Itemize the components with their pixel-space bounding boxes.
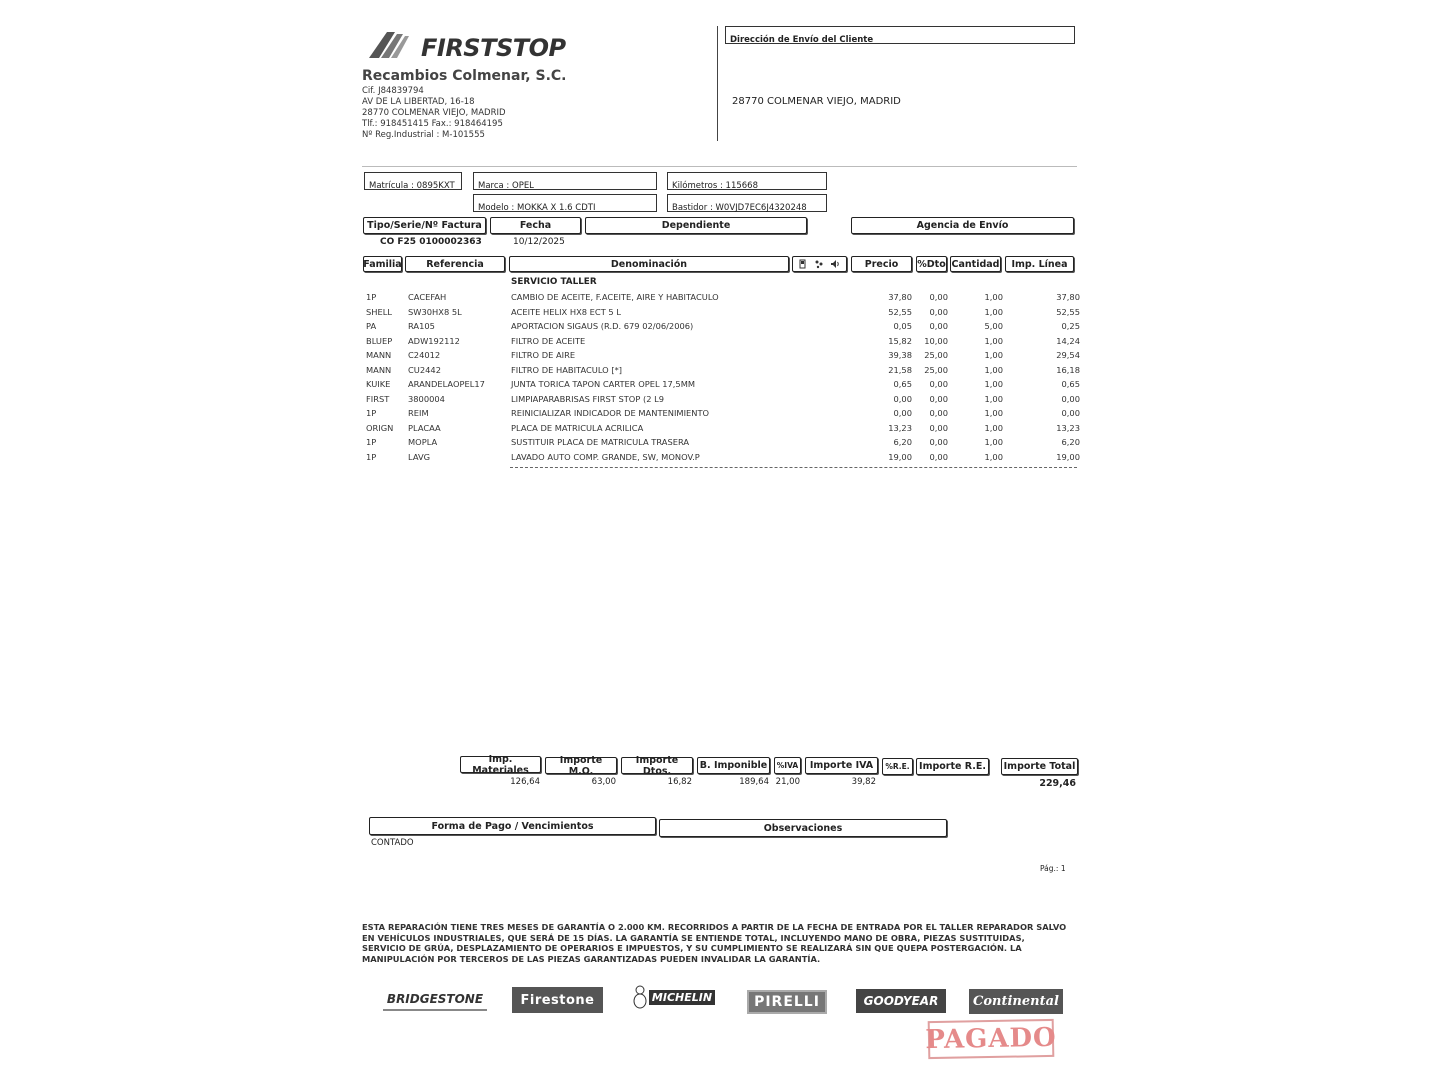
item-denominacion: FILTRO DE ACEITE — [511, 335, 586, 346]
company-cif: Cif. J84839794 — [362, 86, 424, 96]
item-referencia: C24012 — [408, 350, 441, 360]
item-referencia: LAVG — [408, 451, 431, 462]
item-precio: 52,55 — [888, 306, 912, 317]
firestone-logo — [512, 987, 603, 1013]
item-cantidad: 1,00 — [984, 451, 1003, 462]
firestone-text: Firestone — [520, 992, 595, 1008]
iva-pct-value: 21,00 — [775, 777, 800, 787]
item-dto: 10,00 — [924, 335, 948, 346]
item-denominacion: LIMPIAPARABRISAS FIRST STOP (2 L9 — [511, 393, 665, 404]
item-dto: 25,00 — [924, 364, 948, 375]
item-precio: 37,80 — [888, 292, 912, 302]
item-precio: 6,20 — [893, 437, 912, 447]
bastidor-text: Bastidor : W0VJD7EC6J4320248 — [672, 203, 807, 213]
company-address: AV DE LA LIBERTAD, 16-18 — [362, 97, 475, 107]
item-referencia: RA105 — [408, 321, 435, 331]
materiales-header: Imp. Materiales — [460, 756, 541, 773]
item-referencia: CU2442 — [408, 364, 441, 375]
item-importe: 0,00 — [1061, 393, 1080, 404]
dependiente-header: Dependiente — [585, 217, 807, 234]
item-referencia: 3800004 — [408, 393, 445, 404]
icons-header — [792, 256, 847, 272]
item-familia: ORIGN — [366, 422, 394, 433]
item-cantidad: 1,00 — [984, 306, 1003, 317]
item-importe: 13,23 — [1056, 422, 1080, 433]
item-importe: 37,80 — [1056, 292, 1080, 302]
item-dto: 0,00 — [929, 422, 948, 433]
continental-logo — [969, 989, 1063, 1014]
pirelli-logo — [747, 990, 827, 1014]
dto-header: %Dto — [916, 256, 947, 272]
matricula-field — [364, 172, 462, 190]
item-denominacion: LAVADO AUTO COMP. GRANDE, SW, MONOV.P — [511, 451, 700, 462]
tire-swoosh-icon — [365, 26, 425, 62]
mo-value: 63,00 — [591, 777, 616, 787]
item-importe: 14,24 — [1056, 335, 1080, 346]
item-importe: 52,55 — [1056, 306, 1080, 317]
item-familia: FIRST — [366, 393, 390, 404]
kilometros-text: Kilómetros : 115668 — [672, 181, 758, 191]
referencia-header: Referencia — [405, 256, 505, 272]
continental-text: Continental — [973, 994, 1059, 1009]
item-referencia: ADW192112 — [408, 335, 460, 346]
bibendum-icon — [633, 985, 647, 1009]
company-name: Recambios Colmenar, S.C. — [362, 68, 567, 84]
item-precio: 13,23 — [888, 422, 912, 433]
iva-value: 39,82 — [851, 777, 876, 787]
item-referencia: ARANDELAOPEL17 — [408, 379, 485, 389]
michelin-text: MICHELIN — [649, 990, 715, 1005]
item-importe: 29,54 — [1056, 350, 1080, 360]
fecha-header: Fecha — [490, 217, 581, 234]
item-dto: 0,00 — [929, 408, 948, 418]
michelin-logo — [632, 984, 716, 1010]
table-row — [362, 290, 1080, 305]
table-row — [362, 435, 1080, 450]
table-row — [362, 450, 1080, 465]
item-importe: 16,18 — [1056, 364, 1080, 375]
table-row — [362, 348, 1080, 363]
company-registry: Nº Reg.Industrial : M-101555 — [362, 130, 485, 140]
item-denominacion: JUNTA TORICA TAPON CARTER OPEL 17,5MM — [511, 379, 696, 389]
item-familia: 1P — [366, 451, 377, 462]
item-dto: 0,00 — [929, 292, 948, 302]
item-importe: 0,65 — [1061, 379, 1080, 389]
item-dto: 0,00 — [929, 321, 948, 331]
paid-stamp — [925, 1019, 1057, 1059]
observaciones-header: Observaciones — [659, 819, 947, 837]
page-number: Pág.: 1 — [1040, 864, 1066, 873]
dtos-header: Importe Dtos. — [621, 757, 693, 774]
header-divider — [717, 26, 718, 141]
importe-header: Imp. Línea — [1005, 256, 1074, 272]
item-precio: 39,38 — [888, 350, 912, 360]
tipo-header: Tipo/Serie/Nº Factura — [363, 217, 486, 234]
re-pct-header: %R.E. — [882, 758, 913, 775]
item-familia: 1P — [366, 437, 377, 447]
table-row — [362, 421, 1080, 436]
item-dto: 0,00 — [929, 451, 948, 462]
item-referencia: SW30HX8 5L — [408, 306, 462, 317]
item-importe: 0,00 — [1061, 408, 1080, 418]
weather-icon — [814, 259, 824, 269]
item-denominacion: APORTACION SIGAUS (R.D. 679 02/06/2006) — [511, 321, 694, 331]
item-cantidad: 1,00 — [984, 408, 1003, 418]
item-denominacion: ACEITE HELIX HX8 ECT 5 L — [511, 306, 621, 317]
item-cantidad: 1,00 — [984, 437, 1003, 447]
cantidad-header: Cantidad — [950, 256, 1001, 272]
re-header: Importe R.E. — [916, 758, 989, 775]
item-referencia: CACEFAH — [408, 292, 447, 302]
item-denominacion: CAMBIO DE ACEITE, F.ACEITE, AIRE Y HABITACULO — [511, 292, 719, 302]
item-familia: MANN — [366, 364, 392, 375]
firststop-logo — [365, 26, 565, 64]
warranty-text: ESTA REPARACIÓN TIENE TRES MESES DE GARANTÍA O 2.000 KM. RECORRIDOS A PARTIR DE LA FECHA DE ENTRADA POR EL TALLER REPARADOR SALVO EN VEHÍCULOS INDUSTRIALES, QUE SERÁ DE 15 DÍAS. LA GARANTÍA SE ENTIENDE TOTAL, INCLUYENDO MANO DE OBRA, PIEZAS SUSTITUIDAS, SERVICIO DE GRÚA, DESPLAZAMIENTO DE OPERARIOS E IMPUESTOS, Y SU CUMPLIMIENTO SE REALIZARÁ SIN QUE QUEPA POSTERGACIÓN. LA MANIPULACIÓN POR TERCEROS DE LAS PIEZAS GARANTIZADAS PUEDEN INVALIDAR LA GARANTÍA. — [362, 922, 1067, 964]
item-familia: SHELL — [366, 306, 392, 317]
item-precio: 0,65 — [893, 379, 912, 389]
table-row — [362, 334, 1080, 349]
iva-header: Importe IVA — [805, 757, 878, 774]
modelo-text: Modelo : MOKKA X 1.6 CDTI — [478, 203, 596, 213]
item-cantidad: 1,00 — [984, 364, 1003, 375]
payment-value: CONTADO — [371, 838, 414, 848]
matricula-text: Matrícula : 0895KXT — [369, 181, 455, 191]
item-denominacion: FILTRO DE HABITACULO [*] — [511, 364, 622, 375]
item-dto: 25,00 — [924, 350, 948, 360]
item-importe: 6,20 — [1061, 437, 1080, 447]
fuel-icon — [799, 259, 808, 269]
items-table — [362, 290, 1080, 464]
item-familia: 1P — [366, 408, 377, 418]
item-denominacion: FILTRO DE AIRE — [511, 350, 576, 360]
item-referencia: REIM — [408, 408, 429, 418]
item-importe: 0,25 — [1061, 321, 1080, 331]
bastidor-field — [667, 194, 827, 212]
item-dto: 0,00 — [929, 393, 948, 404]
noise-icon — [830, 259, 840, 269]
payment-header: Forma de Pago / Vencimientos — [369, 817, 656, 835]
base-value: 189,64 — [739, 777, 769, 787]
item-cantidad: 1,00 — [984, 335, 1003, 346]
item-familia: 1P — [366, 292, 377, 302]
paid-stamp-text: PAGADO — [925, 1022, 1057, 1056]
mo-header: Importe M.O. — [545, 757, 617, 774]
item-cantidad: 1,00 — [984, 379, 1003, 389]
item-dto: 0,00 — [929, 437, 948, 447]
kilometros-field — [667, 172, 827, 190]
table-row — [362, 363, 1080, 378]
item-cantidad: 1,00 — [984, 422, 1003, 433]
item-dto: 0,00 — [929, 306, 948, 317]
shipping-address: 28770 COLMENAR VIEJO, MADRID — [732, 96, 901, 107]
section-title: SERVICIO TALLER — [511, 277, 597, 287]
table-row — [362, 406, 1080, 421]
bridgestone-logo — [383, 989, 487, 1011]
item-cantidad: 1,00 — [984, 292, 1003, 302]
header-rule — [362, 166, 1077, 167]
table-row — [362, 377, 1080, 392]
item-familia: BLUEP — [366, 335, 393, 346]
item-precio: 0,00 — [893, 393, 912, 404]
table-row — [362, 305, 1080, 320]
bridgestone-text: BRIDGESTONE — [386, 992, 484, 1006]
item-referencia: MOPLA — [408, 437, 438, 447]
item-importe: 19,00 — [1056, 451, 1080, 462]
item-precio: 0,00 — [893, 408, 912, 418]
shipping-title: Dirección de Envío del Cliente — [730, 35, 874, 45]
goodyear-text: GOODYEAR — [863, 994, 939, 1008]
iva-pct-header: %IVA — [774, 757, 801, 774]
logo-text: FIRSTSTOP — [421, 34, 566, 62]
item-cantidad: 5,00 — [984, 321, 1003, 331]
total-header: Importe Total — [1001, 758, 1078, 775]
table-end-rule — [510, 467, 1077, 468]
item-denominacion: PLACA DE MATRICULA ACRILICA — [511, 422, 644, 433]
item-precio: 21,58 — [888, 364, 912, 375]
item-precio: 19,00 — [888, 451, 912, 462]
modelo-field — [473, 194, 657, 212]
table-row — [362, 392, 1080, 407]
invoice-number: CO F25 0100002363 — [380, 237, 482, 247]
dtos-value: 16,82 — [667, 777, 692, 787]
company-phone: Tlf.: 918451415 Fax.: 918464195 — [362, 119, 503, 129]
agencia-header: Agencia de Envío — [851, 217, 1074, 234]
item-familia: PA — [366, 321, 377, 331]
total-value: 229,46 — [1039, 778, 1076, 789]
item-precio: 15,82 — [888, 335, 912, 346]
shipping-title-box — [725, 26, 1075, 44]
marca-field — [473, 172, 657, 190]
pirelli-text: PIRELLI — [754, 994, 820, 1010]
invoice-date: 10/12/2025 — [513, 237, 565, 247]
precio-header: Precio — [851, 256, 912, 272]
item-familia: MANN — [366, 350, 392, 360]
item-cantidad: 1,00 — [984, 350, 1003, 360]
marca-text: Marca : OPEL — [478, 181, 534, 191]
table-row — [362, 319, 1080, 334]
item-familia: KUIKE — [366, 379, 391, 389]
item-denominacion: SUSTITUIR PLACA DE MATRICULA TRASERA — [511, 437, 690, 447]
item-cantidad: 1,00 — [984, 393, 1003, 404]
goodyear-logo — [856, 989, 946, 1013]
base-header: B. Imponible — [697, 757, 770, 774]
denominacion-header: Denominación — [509, 256, 789, 272]
item-dto: 0,00 — [929, 379, 948, 389]
company-city: 28770 COLMENAR VIEJO, MADRID — [362, 108, 506, 118]
familia-header: Familia — [363, 256, 402, 272]
item-denominacion: REINICIALIZAR INDICADOR DE MANTENIMIENTO — [511, 408, 710, 418]
item-precio: 0,05 — [893, 321, 912, 331]
item-referencia: PLACAA — [408, 422, 441, 433]
materiales-value: 126,64 — [510, 777, 540, 787]
